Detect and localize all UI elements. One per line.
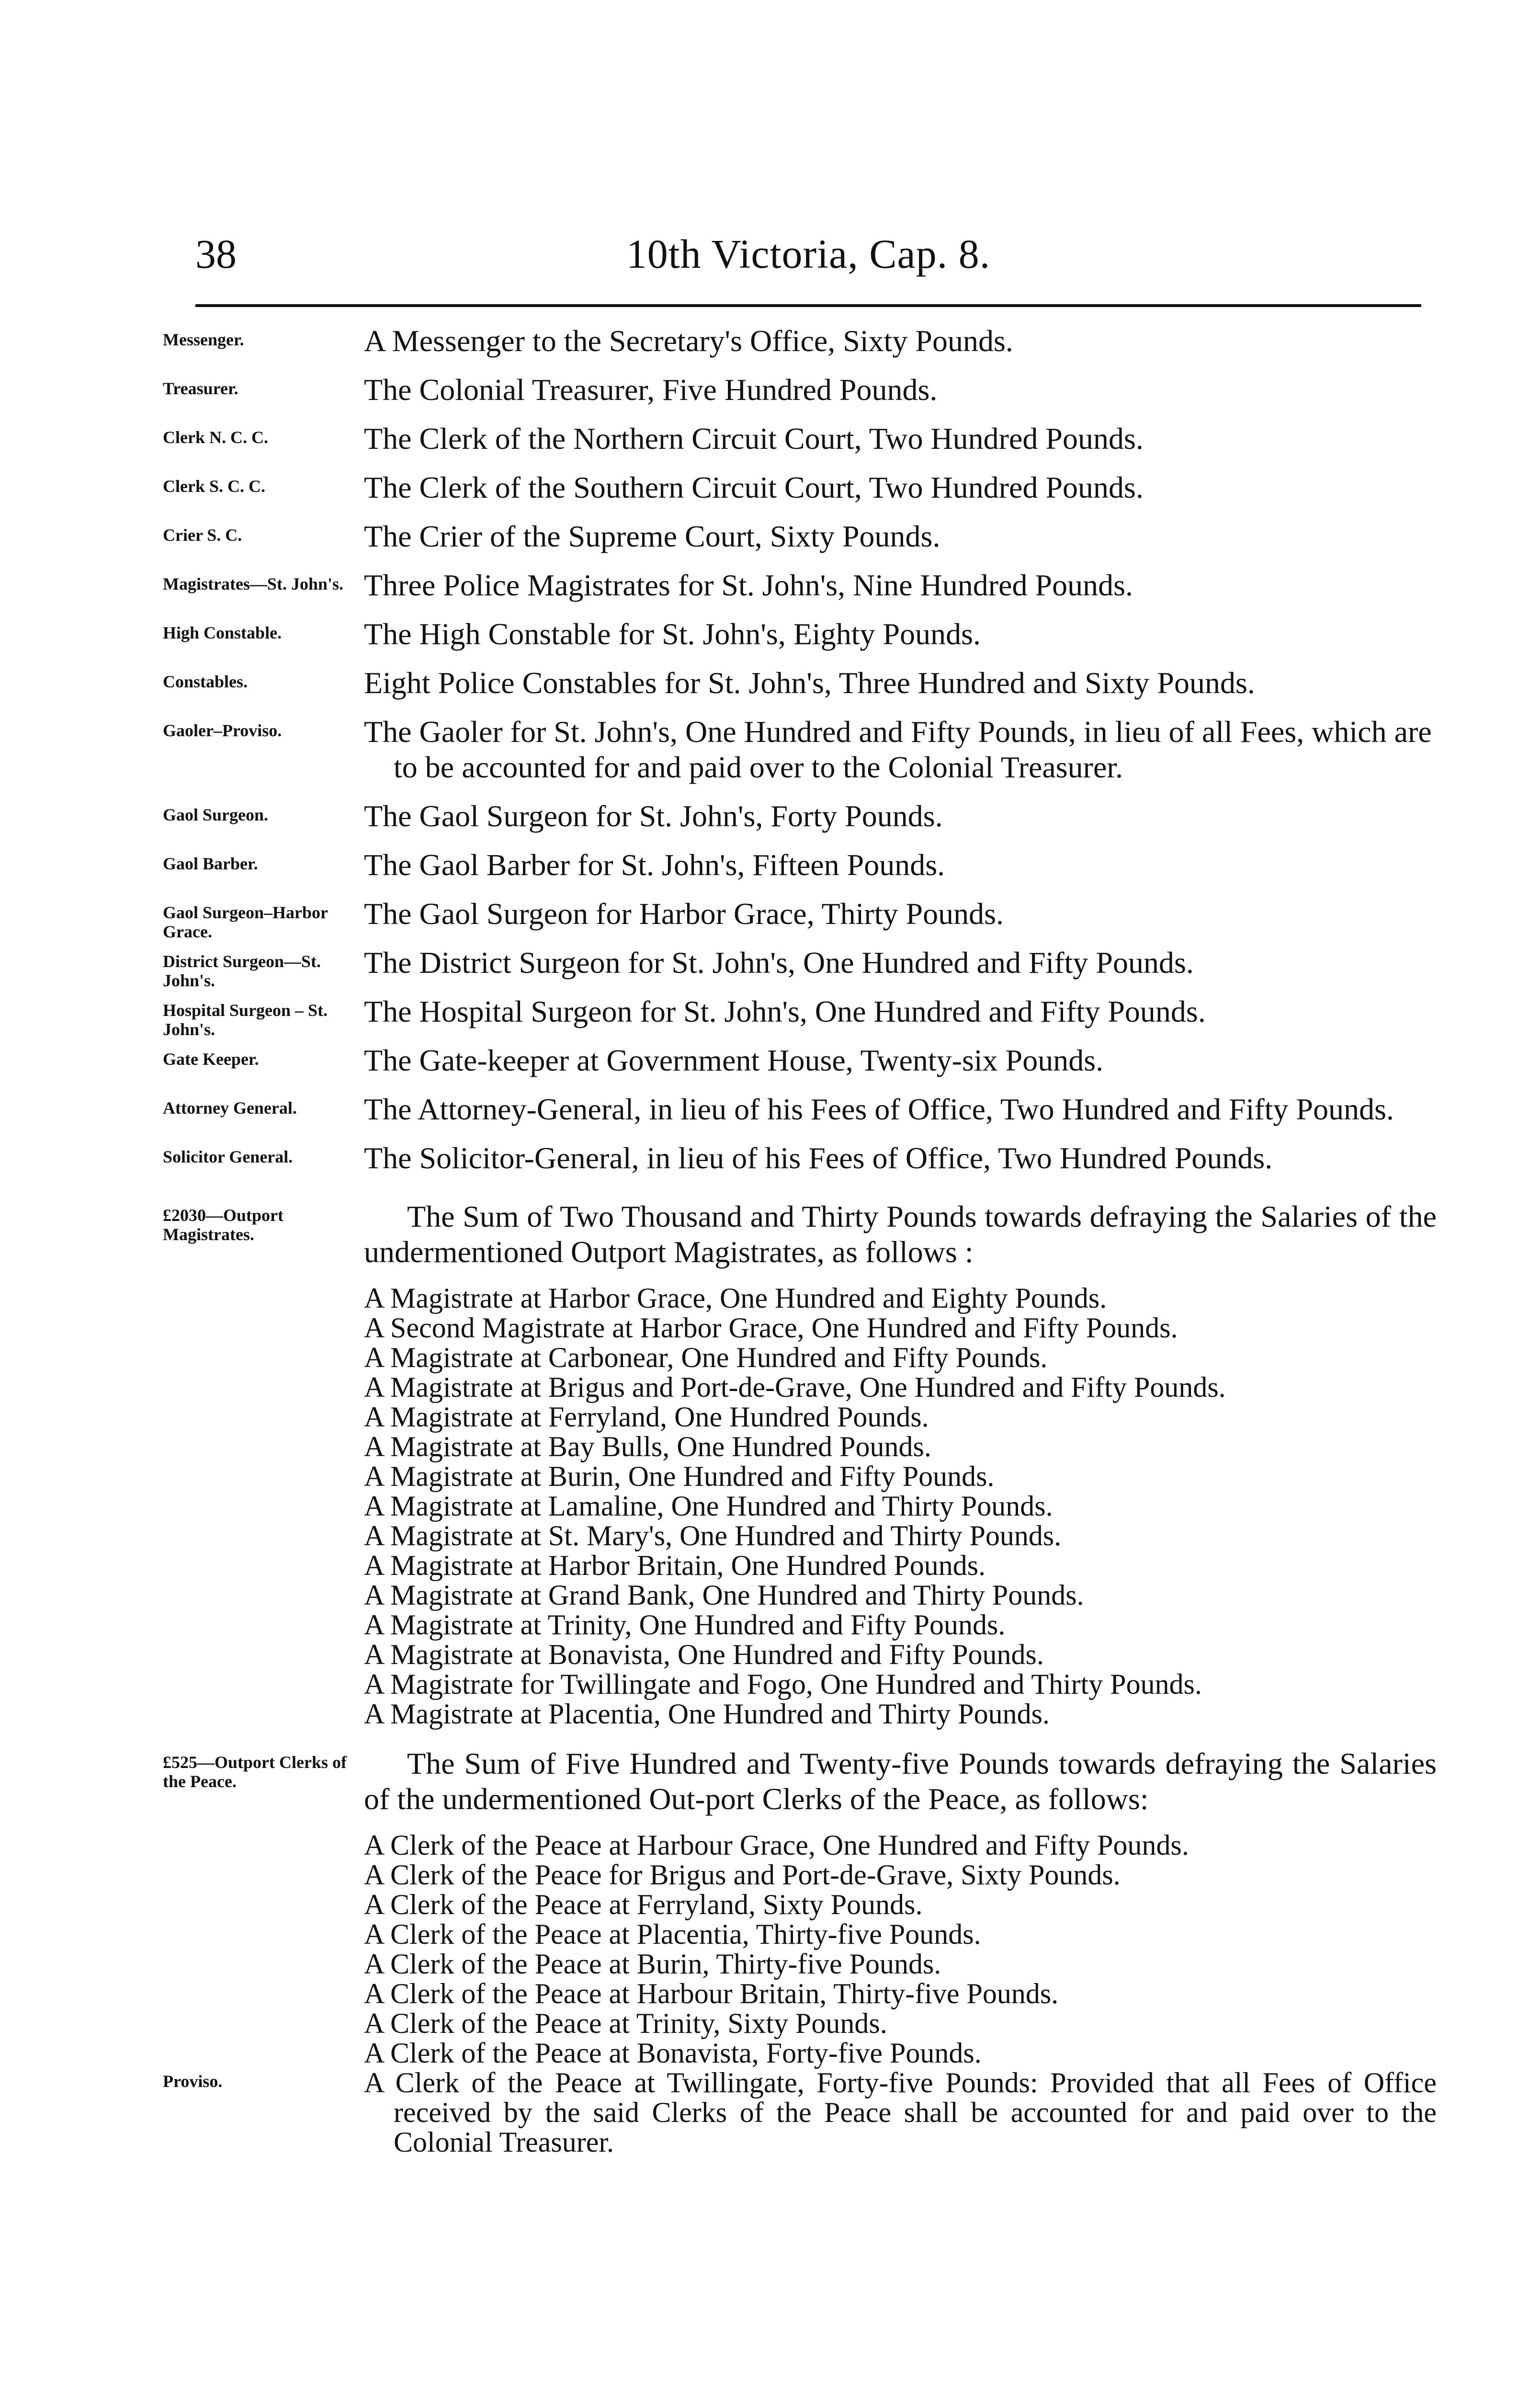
clerks-section [163,1746,1437,1817]
list-item: A Magistrate at St. Mary's, One Hundred and Thirty Pounds. [364,1520,1062,1551]
entry-row [163,1140,1437,1176]
list-item: A Magistrate at Burin, One Hundred and Fifty Pounds. [364,1460,995,1492]
running-title: 10th Victoria, Cap. 8. [626,231,991,277]
list-item: A Magistrate at Carbonear, One Hundred and Fifty Pounds. [364,1342,1048,1373]
clerks-list [163,1829,1437,2158]
page-number: 38 [195,231,237,277]
margin-note: Magistrates—St. John's. [163,574,343,593]
magistrates-section [163,1199,1437,1270]
margin-note: Gaol Surgeon–Harbor Grace. [163,903,328,941]
entry-row [163,798,1437,834]
entry-row [163,323,1437,359]
entry-row [163,519,1437,554]
list-item: A Clerk of the Peace at Trinity, Sixty Pounds. [364,2007,887,2039]
entry-text: The Crier of the Supreme Court, Sixty Pounds. [364,519,940,553]
entry-row [163,616,1437,652]
page-header [195,225,1421,292]
entry-text: The Gaol Surgeon for St. John's, Forty Pounds. [364,799,943,833]
list-item: A Magistrate for Twillingate and Fogo, One Hundred and Thirty Pounds. [364,1668,1202,1700]
list-item: A Clerk of the Peace at Bonavista, Forty-five Pounds. [364,2037,982,2069]
list-item: A Magistrate at Bonavista, One Hundred and Fifty Pounds. [364,1639,1044,1670]
margin-note: Clerk S. C. C. [163,477,265,496]
margin-note: Solicitor General. [163,1147,293,1166]
list-item: A Second Magistrate at Harbor Grace, One Hundred and Fifty Pounds. [364,1312,1178,1344]
entry-row [163,945,1437,990]
margin-note: Hospital Surgeon – St. John's. [163,1001,328,1039]
entry-text: The Clerk of the Southern Circuit Court, Two Hundred Pounds. [364,470,1144,504]
margin-note: Treasurer. [163,379,238,398]
entry-text: The Gate-keeper at Government House, Twenty-six Pounds. [364,1043,1104,1077]
entry-text: The Clerk of the Northern Circuit Court, Two Hundred Pounds. [364,422,1144,456]
margin-note: Proviso. [163,2072,223,2091]
entry-row [163,1043,1437,1078]
proviso-text: A Clerk of the Peace at Twillingate, Forty-five Pounds: Provided that all Fees of Office received by the said Clerks of the Peace shall be accounted for and paid over to the Colonial Treasurer. [364,2067,1437,2158]
entry-text: The Gaol Barber for St. John's, Fifteen Pounds. [364,848,945,882]
entry-text: Eight Police Constables for St. John's, Three Hundred and Sixty Pounds. [364,666,1255,700]
list-item: A Magistrate at Lamaline, One Hundred and Thirty Pounds. [364,1490,1053,1522]
entry-row [163,421,1437,456]
entry-text: The Hospital Surgeon for St. John's, One Hundred and Fifty Pounds. [364,994,1206,1028]
entry-text: The Gaol Surgeon for Harbor Grace, Thirty Pounds. [364,897,1004,931]
margin-note: £525—Outport Clerks of the Peace. [163,1753,347,1791]
margin-note: High Constable. [163,623,282,642]
margin-note: Gaoler–Proviso. [163,721,282,740]
list-item: A Clerk of the Peace at Burin, Thirty-five Pounds. [364,1948,941,1980]
entry-text: A Messenger to the Secretary's Office, Sixty Pounds. [364,324,1013,358]
list-item: A Magistrate at Trinity, One Hundred and Fifty Pounds. [364,1609,1006,1641]
list-item: A Magistrate at Harbor Grace, One Hundred and Eighty Pounds. [364,1282,1107,1314]
margin-note: Messenger. [163,330,244,349]
margin-note: Constables. [163,672,248,691]
header-rule [195,304,1421,307]
margin-note: £2030—Outport Magistrates. [163,1206,283,1244]
entry-row [163,470,1437,505]
list-item: A Magistrate at Ferryland, One Hundred Pounds. [364,1401,929,1433]
list-item: A Magistrate at Brigus and Port-de-Grave, One Hundred and Fifty Pounds. [364,1371,1226,1403]
margin-note: Gaol Barber. [163,854,258,873]
list-item: A Clerk of the Peace at Placentia, Thirty-five Pounds. [364,1918,981,1950]
margin-note: District Surgeon—St. John's. [163,952,321,990]
list-item: A Clerk of the Peace at Harbour Britain, Thirty-five Pounds. [364,1978,1059,2009]
entry-row [163,665,1437,701]
margin-note: Gaol Surgeon. [163,805,269,824]
proviso-row [163,2068,1437,2157]
entry-row [163,896,1437,941]
list-item: A Magistrate at Bay Bulls, One Hundred Pounds. [364,1431,931,1462]
entry-row [163,847,1437,883]
entry-row [163,714,1437,785]
entry-text: The District Surgeon for St. John's, One Hundred and Fifty Pounds. [364,946,1194,980]
entry-row [163,1092,1437,1127]
entry-text: The High Constable for St. John's, Eighty Pounds. [364,617,981,651]
margin-note: Gate Keeper. [163,1049,259,1069]
entry-text: The Colonial Treasurer, Five Hundred Pounds. [364,373,938,407]
margin-note: Crier S. C. [163,525,242,545]
list-item: A Magistrate at Placentia, One Hundred and Thirty Pounds. [364,1698,1050,1730]
margin-note: Attorney General. [163,1098,297,1118]
section-intro: The Sum of Two Thousand and Thirty Pounds towards defraying the Salaries of the undermentioned Outport Magistrates, as follows : [364,1199,1437,1269]
entry-text: The Gaoler for St. John's, One Hundred and Fifty Pounds, in lieu of all Fees, which are to be accounted for and paid over to the Colonial Treasurer. [364,715,1432,784]
entry-text: The Solicitor-General, in lieu of his Fees of Office, Two Hundred Pounds. [364,1141,1273,1175]
entry-text: The Attorney-General, in lieu of his Fees of Office, Two Hundred and Fifty Pounds. [364,1092,1394,1126]
entry-row [163,568,1437,603]
entry-row [163,994,1437,1039]
list-item: A Clerk of the Peace at Harbour Grace, One Hundred and Fifty Pounds. [364,1829,1189,1861]
section-intro: The Sum of Five Hundred and Twenty-five Pounds towards defraying the Salaries of the undermentioned Out-port Clerks of the Peace, as follows: [364,1746,1437,1816]
list-item: A Magistrate at Harbor Britain, One Hundred Pounds. [364,1550,986,1581]
entry-text: Three Police Magistrates for St. John's, Nine Hundred Pounds. [364,568,1133,602]
margin-note: Clerk N. C. C. [163,428,268,447]
salary-entries [163,323,1437,2174]
list-item: A Magistrate at Grand Bank, One Hundred and Thirty Pounds. [364,1579,1084,1611]
entry-row [163,372,1437,408]
magistrates-list [364,1283,1437,1729]
list-item: A Clerk of the Peace for Brigus and Port-de-Grave, Sixty Pounds. [364,1859,1121,1891]
list-item: A Clerk of the Peace at Ferryland, Sixty Pounds. [364,1889,923,1920]
